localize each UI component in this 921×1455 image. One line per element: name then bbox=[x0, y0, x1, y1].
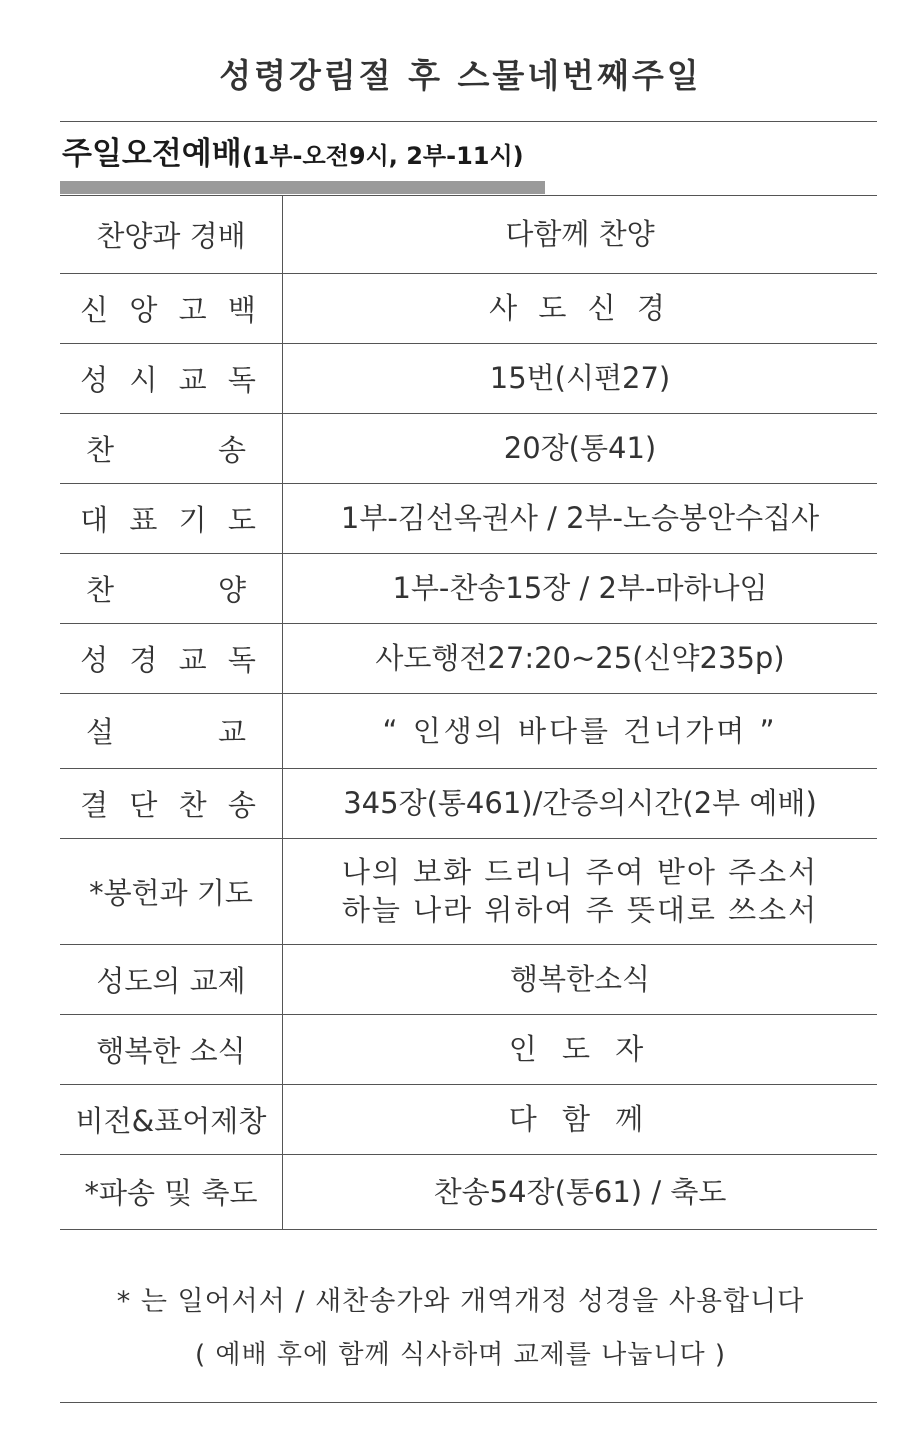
row-content-line: 하늘 나라 위하여 주 뜻대로 쓰소서 bbox=[341, 893, 819, 927]
row-label-left: 설 bbox=[86, 715, 115, 749]
row-label bbox=[60, 553, 283, 623]
row-content: 다함께 찬양 bbox=[283, 196, 878, 273]
table-row bbox=[60, 343, 877, 413]
row-label: 결 단 찬 송 bbox=[60, 768, 283, 838]
bulletin-title: 성령강림절 후 스물네번째주일 bbox=[219, 56, 702, 95]
row-label: 성 시 교 독 bbox=[60, 343, 283, 413]
row-label-right: 양 bbox=[217, 572, 246, 607]
row-content: 15번(시편27) bbox=[283, 343, 878, 413]
row-content: 행복한소식 bbox=[283, 944, 878, 1014]
row-label: 비전&표어제창 bbox=[60, 1084, 283, 1154]
row-content: 사도행전27:20~25(신약235p) bbox=[283, 623, 878, 693]
table-row bbox=[60, 693, 877, 768]
bottom-divider bbox=[60, 1402, 877, 1403]
order-of-worship-table bbox=[60, 196, 877, 1230]
row-content: 찬송54장(통61) / 축도 bbox=[283, 1154, 878, 1229]
heading-underline-bar bbox=[60, 181, 545, 194]
table-row bbox=[60, 623, 877, 693]
row-content: 다 함 께 bbox=[283, 1084, 878, 1154]
row-content: 사 도 신 경 bbox=[283, 273, 878, 343]
table-row bbox=[60, 413, 877, 483]
fellowship-note: ( 예배 후에 함께 식사하며 교제를 나눕니다 ) bbox=[194, 1340, 727, 1370]
top-divider bbox=[60, 121, 877, 122]
row-label: 성 경 교 독 bbox=[60, 623, 283, 693]
table-row bbox=[60, 944, 877, 1014]
table-row bbox=[60, 838, 877, 944]
service-heading bbox=[62, 128, 524, 173]
row-label: 신 앙 고 백 bbox=[60, 273, 283, 343]
row-label: 행복한 소식 bbox=[60, 1014, 283, 1084]
row-label: *봉헌과 기도 bbox=[60, 838, 283, 944]
row-content: “ 인생의 바다를 건너가며 ” bbox=[283, 693, 878, 768]
row-content: 345장(통461)/간증의시간(2부 예배) bbox=[283, 768, 878, 838]
row-label bbox=[60, 413, 283, 483]
row-content: 인 도 자 bbox=[283, 1014, 878, 1084]
table-row bbox=[60, 273, 877, 343]
table-row bbox=[60, 483, 877, 553]
table-row bbox=[60, 553, 877, 623]
service-name: 주일오전예배 bbox=[62, 136, 242, 172]
row-label: 성도의 교제 bbox=[60, 944, 283, 1014]
row-content: 1부-찬송15장 / 2부-마하나임 bbox=[283, 553, 878, 623]
service-times: (1부-오전9시, 2부-11시) bbox=[241, 142, 524, 170]
table-row bbox=[60, 196, 877, 273]
row-label-left: 찬 bbox=[86, 432, 115, 467]
table-row bbox=[60, 1154, 877, 1229]
row-label: 찬양과 경배 bbox=[60, 196, 283, 273]
table-row bbox=[60, 768, 877, 838]
row-content: 20장(통41) bbox=[283, 413, 878, 483]
row-label bbox=[60, 693, 283, 768]
table-row bbox=[60, 1014, 877, 1084]
standing-note: * 는 일어서서 / 새찬송가와 개역개정 성경을 사용합니다 bbox=[116, 1286, 805, 1317]
row-label: *파송 및 축도 bbox=[60, 1154, 283, 1229]
row-label-left: 찬 bbox=[86, 572, 115, 607]
row-content bbox=[283, 838, 878, 944]
table-row bbox=[60, 1084, 877, 1154]
row-content: 1부-김선옥권사 / 2부-노승봉안수집사 bbox=[283, 483, 878, 553]
row-label-right: 송 bbox=[217, 432, 246, 467]
row-label-right: 교 bbox=[217, 715, 246, 749]
row-label: 대 표 기 도 bbox=[60, 483, 283, 553]
row-content-line: 나의 보화 드리니 주여 받아 주소서 bbox=[341, 855, 819, 889]
